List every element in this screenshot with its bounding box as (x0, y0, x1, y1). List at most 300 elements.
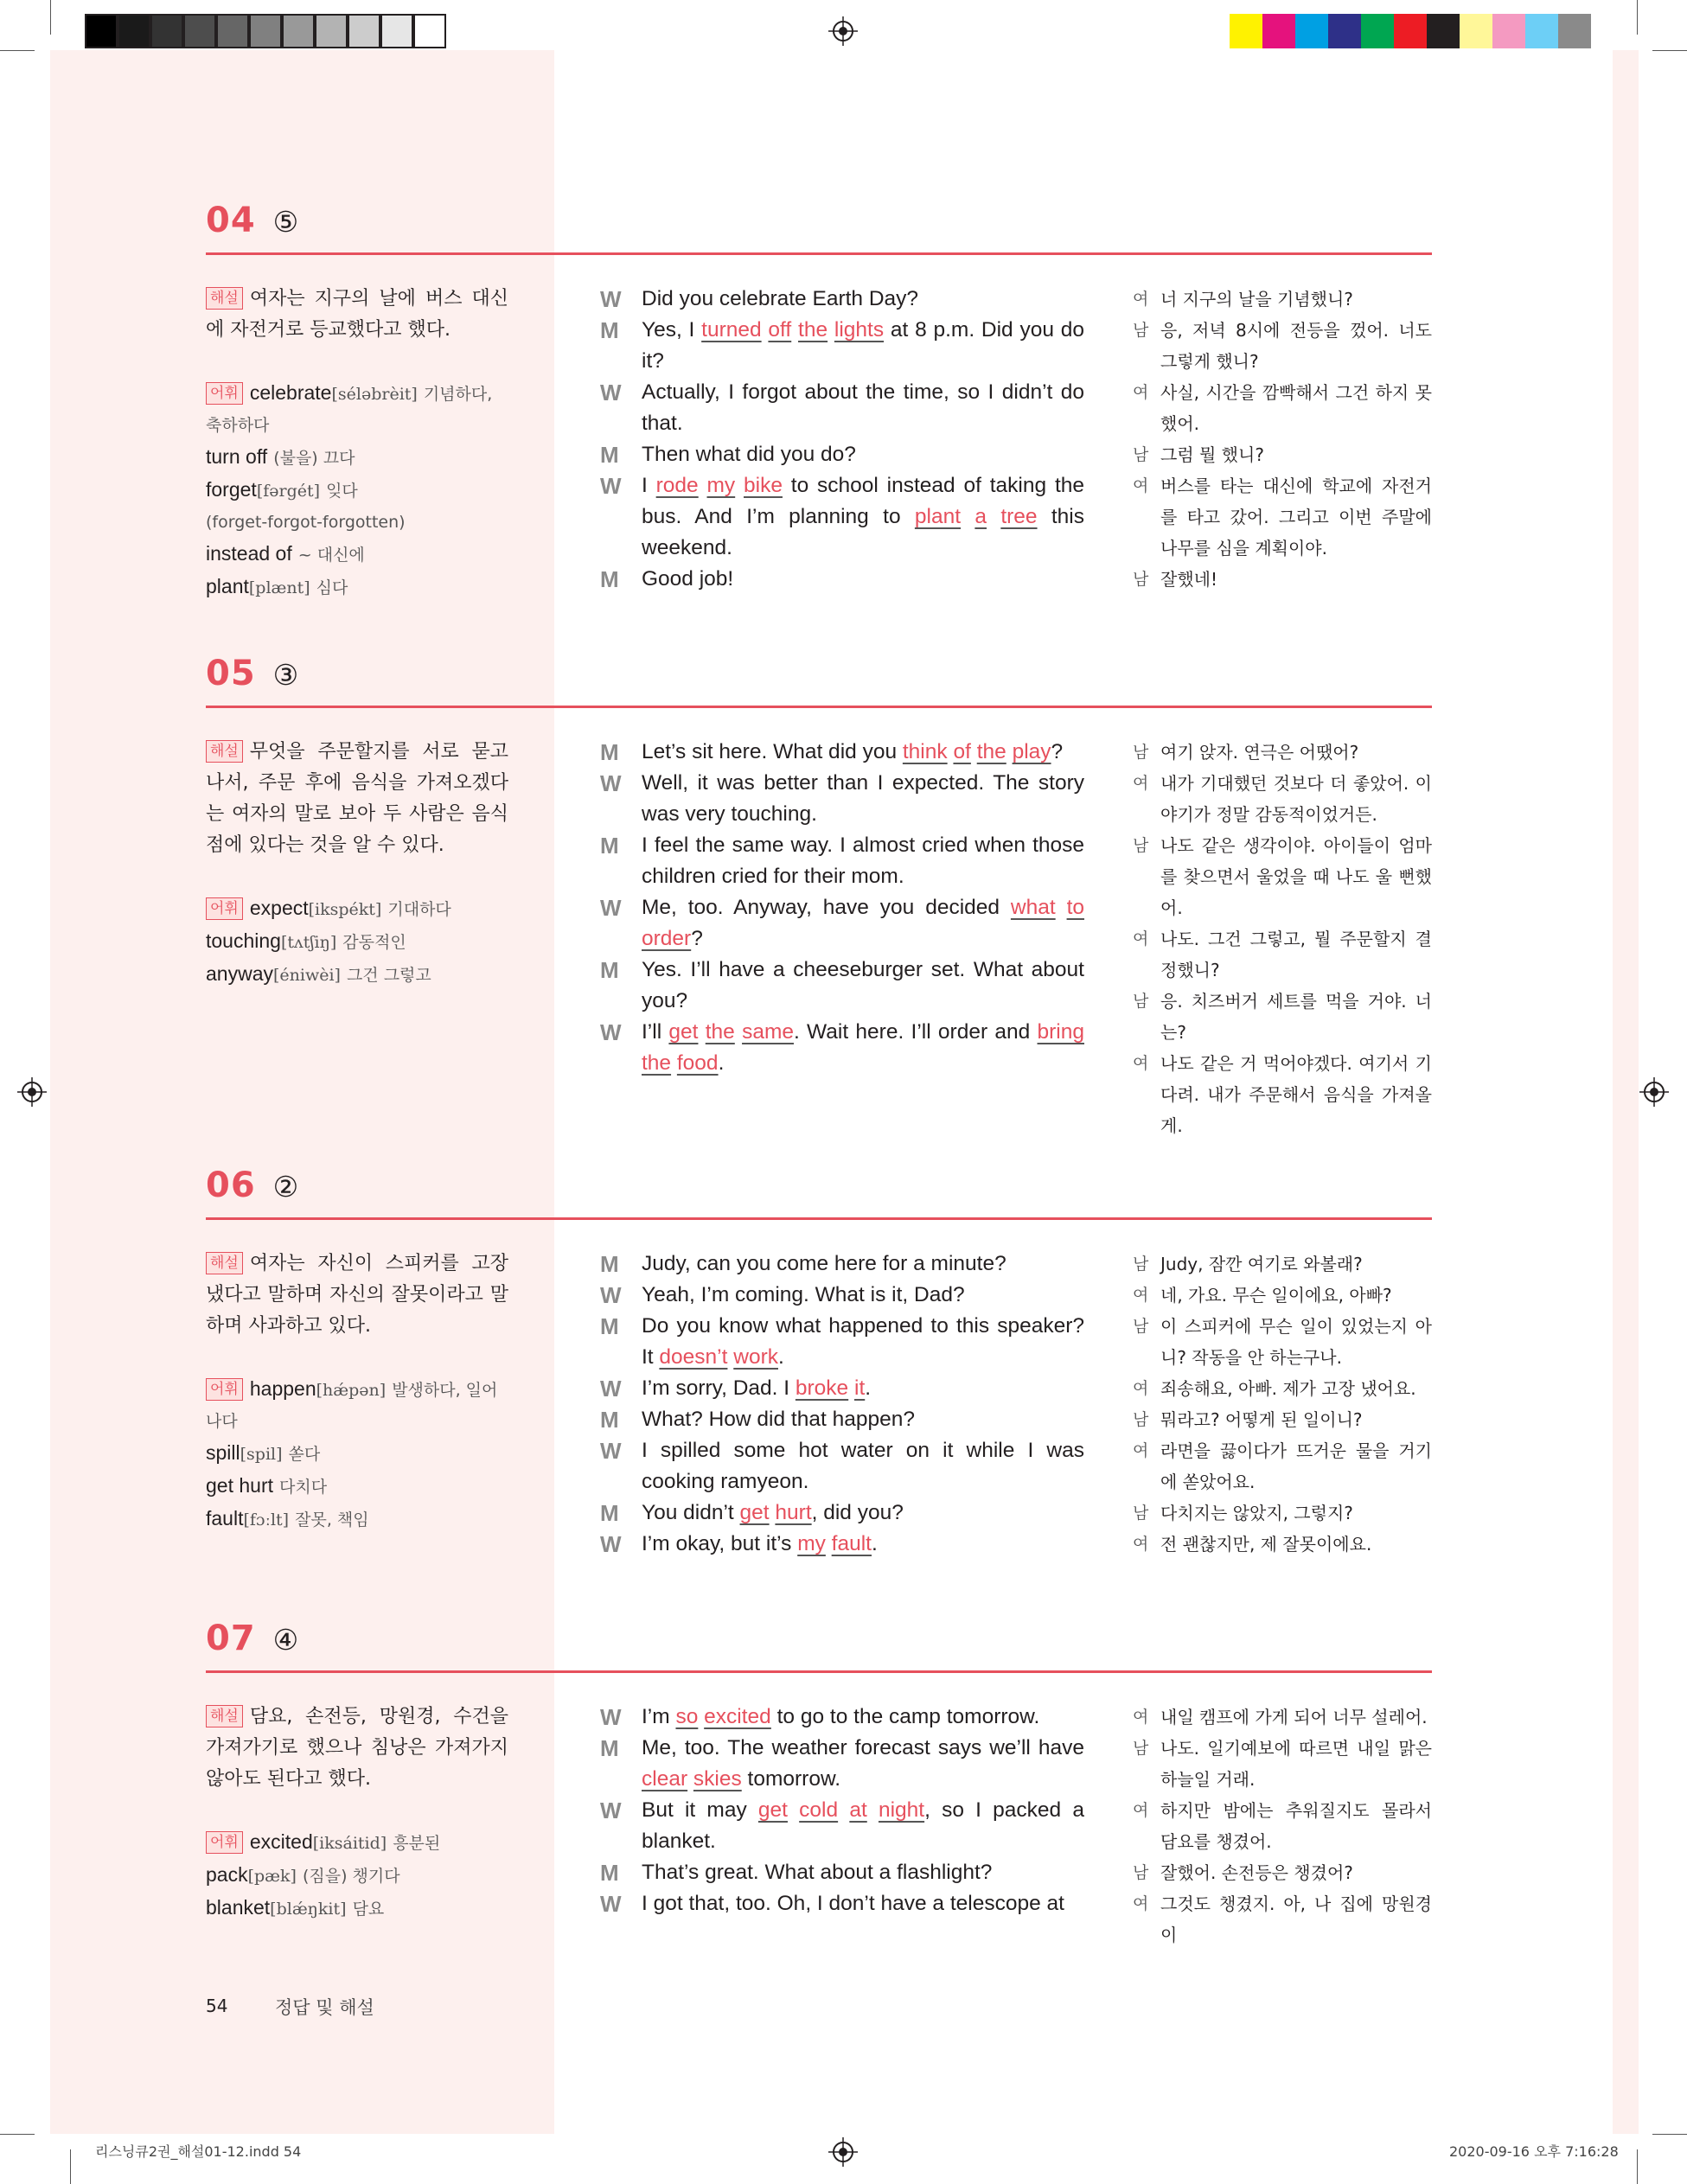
translation-line (1133, 439, 1432, 470)
script-text (699, 474, 707, 497)
translation-line (1133, 1435, 1432, 1498)
dialogue-line (600, 284, 1084, 315)
blank-answer: what (1010, 896, 1056, 919)
translation-line (1133, 737, 1432, 768)
speaker-label: W (600, 770, 622, 796)
speaker-label-korean: 남 (1133, 1504, 1149, 1523)
vocab-pronunciation: [plænt] (248, 578, 310, 597)
script-text (826, 1532, 832, 1555)
translation-text: 다치지는 않았지, 그렇지? (1160, 1503, 1353, 1523)
vocab-meaning: 쏟다 (288, 1445, 321, 1464)
script-text: Let’s sit here. What did you (642, 740, 903, 763)
translation-line (1133, 1795, 1432, 1857)
explanation-tag: 해설 (206, 1705, 243, 1727)
gray-swatch (150, 14, 183, 48)
crop-mark (1652, 50, 1687, 51)
translation-text: 사실, 시간을 깜빡해서 그건 하지 못했어. (1160, 382, 1432, 434)
section-divider (206, 1670, 1432, 1673)
speaker-label-korean: 여 (1133, 383, 1149, 402)
vocab-word: happen (249, 1377, 316, 1400)
script-text: Good job! (642, 567, 734, 591)
vocab-item (206, 441, 508, 474)
script-text: . Wait here. I’ll order and (793, 1020, 1038, 1044)
speaker-label: M (600, 1313, 619, 1339)
blank-answer: bike (744, 474, 783, 497)
vocab-item (206, 474, 508, 507)
vocab-item (206, 1437, 508, 1470)
speaker-label-korean: 남 (1133, 570, 1149, 589)
crop-mark (1652, 2134, 1687, 2135)
dialogue-line (600, 1498, 1084, 1529)
script-text: Me, too. The weather forecast says we’ll have (642, 1736, 1084, 1759)
speaker-label: W (600, 1798, 622, 1823)
speaker-label: M (600, 442, 619, 468)
dialogue-line (600, 1857, 1084, 1888)
vocab-word: plant (206, 575, 249, 597)
translation-text: 응, 저녁 8시에 전등을 껐어. 너도 그렇게 했니? (1160, 320, 1432, 372)
vocab-meaning: (불을) 끄다 (273, 449, 355, 468)
speaker-label-korean: 남 (1133, 1410, 1149, 1429)
script-text: Do you know what happened to this speaker? It (642, 1314, 1084, 1369)
speaker-label-korean: 남 (1133, 1255, 1149, 1274)
dialogue-text (642, 955, 1084, 1017)
korean-translation (1133, 1248, 1432, 1560)
crop-mark (1637, 0, 1638, 35)
translation-text: 나도 같은 거 먹어야겠다. 여기서 기다려. 내가 주문해서 음식을 가져올게. (1160, 1053, 1432, 1136)
speaker-label-korean: 여 (1133, 1054, 1149, 1073)
translation-line (1133, 377, 1432, 439)
blank-answer: same (742, 1020, 794, 1044)
speaker-label: W (600, 1282, 622, 1308)
script-text: You didn’t (642, 1501, 740, 1524)
translation-line (1133, 1857, 1432, 1888)
dialogue-text (642, 1529, 1084, 1560)
crop-mark (70, 2149, 71, 2184)
speaker-label: M (600, 1407, 619, 1433)
vocab-meaning: 잘못, 책임 (295, 1510, 369, 1529)
blank-answer: lights (834, 318, 885, 342)
vocab-pronunciation: [éniwèi] (272, 966, 341, 985)
vocab-word: blanket (206, 1896, 271, 1919)
section-header (206, 1619, 298, 1658)
script-text: . (777, 1345, 784, 1369)
script-text: this weekend. (642, 505, 1084, 559)
dialogue-text (642, 1702, 1084, 1733)
translation-line (1133, 986, 1432, 1048)
color-swatch (1361, 14, 1394, 48)
script-text: to go to the camp tomorrow. (770, 1705, 1040, 1728)
translation-line (1133, 284, 1432, 315)
speaker-label-korean: 남 (1133, 743, 1149, 762)
vocab-word: expect (249, 897, 309, 919)
section-divider (206, 252, 1432, 255)
speaker-label: M (600, 317, 619, 343)
blank-answer: it (854, 1376, 866, 1400)
print-slug-date: 2020-09-16 오후 7:16:28 (1449, 2143, 1619, 2160)
vocab-pronunciation: [fɔːlt] (243, 1510, 290, 1529)
vocab-forms: (forget-forgot-forgotten) (206, 513, 406, 532)
vocab-pronunciation: [fərgét] (256, 482, 321, 501)
explanation-tag: 해설 (206, 1252, 243, 1274)
vocab-word: celebrate (249, 381, 332, 404)
blank-answer: the (642, 1051, 672, 1075)
script-text (687, 1767, 693, 1791)
blank-answer: off (768, 318, 792, 342)
translation-text: 전 괜찮지만, 제 잘못이에요. (1160, 1534, 1372, 1555)
dialogue-script (600, 737, 1084, 1079)
translation-text: 나도. 그건 그렇고, 뭘 주문할지 결정했니? (1160, 929, 1432, 980)
blank-answer: rode (655, 474, 699, 497)
question-number: 07 (206, 1619, 256, 1658)
script-text: Yes, I (642, 318, 702, 342)
vocab-pronunciation: [blǽŋkit] (270, 1900, 347, 1919)
script-text: Then what did you do? (642, 443, 856, 466)
color-swatch (1230, 14, 1262, 48)
translation-text: 이 스피커에 무슨 일이 있었는지 아니? 작동을 안 하는구나. (1160, 1316, 1432, 1368)
crop-mark (1637, 2149, 1638, 2184)
color-swatch (1328, 14, 1361, 48)
translation-text: 뭐라고? 어떻게 된 일이니? (1160, 1409, 1363, 1430)
vocab-meaning: 흥분된 (393, 1834, 441, 1853)
dialogue-text (642, 1373, 1084, 1404)
speaker-label: W (600, 473, 622, 499)
vocab-item (206, 1826, 508, 1859)
vocab-tag: 어휘 (206, 1378, 243, 1401)
translation-text: 나도 같은 생각이야. 아이들이 엄마를 찾으면서 울었을 때 나도 울 뻔했어. (1160, 835, 1432, 918)
vocab-word: turn off (206, 445, 268, 468)
dialogue-line (600, 1017, 1084, 1079)
gray-swatch (380, 14, 413, 48)
dialogue-line (600, 1795, 1084, 1857)
blank-answer: get (757, 1798, 788, 1822)
dialogue-line (600, 1280, 1084, 1311)
vocab-word: excited (249, 1830, 313, 1853)
script-text (1056, 896, 1067, 919)
blank-answer: my (706, 474, 736, 497)
vocab-word: pack (206, 1863, 248, 1886)
korean-translation (1133, 737, 1432, 1141)
script-text: I’m sorry, Dad. I (642, 1376, 796, 1400)
translation-text: 네, 가요. 무슨 일이에요, 아빠? (1160, 1285, 1392, 1306)
dialogue-text (642, 1404, 1084, 1435)
script-text (788, 1798, 799, 1822)
script-text: But it may (642, 1798, 758, 1822)
blank-answer: food (676, 1051, 719, 1075)
speaker-label-korean: 여 (1133, 1535, 1149, 1554)
translation-line (1133, 1280, 1432, 1311)
dialogue-text (642, 1435, 1084, 1498)
blank-answer: broke (795, 1376, 849, 1400)
script-text (698, 1020, 705, 1044)
dialogue-text (642, 768, 1084, 830)
translation-line (1133, 1048, 1432, 1141)
blank-answer: so (675, 1705, 699, 1728)
dialogue-line (600, 830, 1084, 892)
dialogue-line (600, 955, 1084, 1017)
script-text: . (871, 1532, 878, 1555)
blank-answer: to (1066, 896, 1084, 919)
translation-text: 응. 치즈버거 세트를 먹을 거야. 너는? (1160, 991, 1432, 1043)
script-text: , so I packed a blanket. (642, 1798, 1085, 1853)
dialogue-text (642, 439, 1084, 470)
color-swatch (1525, 14, 1558, 48)
speaker-label: W (600, 1531, 622, 1557)
explanation-block (206, 1248, 508, 1342)
blank-answer: clear (642, 1767, 688, 1791)
translation-text: Judy, 잠깐 여기로 와볼래? (1160, 1254, 1363, 1274)
gray-swatch (348, 14, 380, 48)
script-text (1006, 740, 1013, 763)
registration-mark-left (17, 1077, 47, 1107)
translation-text: 너 지구의 날을 기념했니? (1160, 289, 1353, 310)
vocabulary-list (206, 377, 508, 603)
dialogue-text (642, 1248, 1084, 1280)
script-text: Me, too. Anyway, have you decided (642, 896, 1011, 919)
answer-choice: ⑤ (272, 205, 299, 239)
dialogue-script (600, 284, 1084, 595)
explanation-text: 여자는 지구의 날에 버스 대신에 자전거로 등교했다고 했다. (206, 288, 508, 341)
korean-translation (1133, 284, 1432, 595)
blank-answer: play (1012, 740, 1051, 763)
vocab-meaning: 발생하다, 일어나다 (206, 1381, 498, 1431)
vocab-word: touching (206, 929, 281, 952)
color-swatch (1295, 14, 1328, 48)
speaker-label: M (600, 833, 619, 859)
speaker-label-korean: 여 (1133, 1708, 1149, 1727)
vocab-meaning: ~ 대신에 (297, 546, 365, 565)
script-text: Actually, I forgot about the time, so I didn’t do that. (642, 380, 1084, 435)
dialogue-line (600, 1888, 1084, 1919)
question-number: 06 (206, 1165, 256, 1205)
gray-swatch (282, 14, 315, 48)
gray-swatch (413, 14, 446, 48)
dialogue-text (642, 737, 1084, 768)
dialogue-line (600, 377, 1084, 439)
speaker-label-korean: 남 (1133, 321, 1149, 340)
blank-answer: skies (693, 1767, 742, 1791)
translation-line (1133, 923, 1432, 986)
dialogue-line (600, 1404, 1084, 1435)
vocab-meaning: 그건 그렇고 (346, 966, 431, 985)
speaker-label: M (600, 1735, 619, 1761)
explanation-text: 무엇을 주문할지를 서로 묻고 나서, 주문 후에 음식을 가져오겠다는 여자의 말로 보아 두 사람은 음식점에 있다는 것을 알 수 있다. (206, 741, 508, 856)
left-panel-background (50, 50, 554, 2134)
gray-swatch (315, 14, 348, 48)
blank-answer: tree (1000, 505, 1038, 528)
vocab-note (206, 507, 508, 538)
speaker-label: M (600, 1251, 619, 1277)
vocab-item (206, 538, 508, 571)
translation-text: 여기 앉자. 연극은 어땠어? (1160, 742, 1359, 763)
dialogue-text (642, 1857, 1084, 1888)
answer-choice: ④ (272, 1623, 299, 1657)
dialogue-script (600, 1702, 1084, 1919)
translation-text: 버스를 타는 대신에 학교에 자전거를 타고 갔어. 그리고 이번 주말에 나무를 심을 계획이야. (1160, 476, 1432, 559)
vocab-meaning: 기념하다, 축하하다 (206, 385, 493, 435)
korean-translation (1133, 1702, 1432, 1951)
script-text: ? (1051, 740, 1064, 763)
translation-text: 내가 기대했던 것보다 더 좋았어. 이야기가 정말 감동적이었거든. (1160, 773, 1432, 825)
translation-line (1133, 315, 1432, 377)
blank-answer: doesn’t (659, 1345, 728, 1369)
translation-line (1133, 470, 1432, 564)
speaker-label: M (600, 739, 619, 765)
vocab-item (206, 571, 508, 603)
speaker-label-korean: 여 (1133, 1894, 1149, 1913)
script-text: . (718, 1051, 725, 1075)
question-number: 05 (206, 654, 256, 693)
right-edge-strip (1613, 50, 1639, 2134)
section-header (206, 654, 298, 693)
speaker-label-korean: 여 (1133, 1286, 1149, 1305)
script-text (867, 1798, 879, 1822)
translation-line (1133, 1529, 1432, 1560)
print-slug-file: 리스닝큐2권_해설01-12.indd 54 (95, 2143, 302, 2160)
speaker-label: M (600, 1860, 619, 1886)
dialogue-text (642, 470, 1084, 564)
vocabulary-list (206, 892, 508, 991)
script-text: I spilled some hot water on it while I was cooking ramyeon. (642, 1439, 1084, 1493)
blank-answer: the (798, 318, 828, 342)
color-swatch (1558, 14, 1591, 48)
script-text: to school instead of taking the bus. And I’m planning to (642, 474, 1085, 528)
explanation-tag: 해설 (206, 740, 243, 763)
dialogue-text (642, 1017, 1084, 1079)
translation-line (1133, 1498, 1432, 1529)
vocab-pronunciation: [hǽpən] (316, 1381, 387, 1400)
translation-text: 잘했네! (1160, 569, 1217, 590)
script-text: Well, it was better than I expected. The story was very touching. (642, 771, 1084, 826)
section-divider (206, 706, 1432, 708)
translation-line (1133, 564, 1432, 595)
blank-answer: get (668, 1020, 699, 1044)
dialogue-line (600, 1248, 1084, 1280)
gray-swatch (85, 14, 118, 48)
speaker-label-korean: 남 (1133, 992, 1149, 1011)
explanation-block (206, 284, 508, 346)
script-text: I’m okay, but it’s (642, 1532, 798, 1555)
dialogue-text (642, 1311, 1084, 1373)
translation-line (1133, 1733, 1432, 1795)
blank-answer: cold (799, 1798, 839, 1822)
script-text: tomorrow. (741, 1767, 841, 1791)
vocab-item (206, 1859, 508, 1892)
blank-answer: my (797, 1532, 826, 1555)
script-text (828, 318, 834, 342)
translation-text: 잘했어. 손전등은 챙겼어? (1160, 1862, 1353, 1883)
script-text: That’s great. What about a flashlight? (642, 1861, 993, 1884)
explanation-tag: 해설 (206, 287, 243, 310)
dialogue-text (642, 284, 1084, 315)
vocab-word: instead of (206, 542, 292, 565)
dialogue-line (600, 1733, 1084, 1795)
script-text (838, 1798, 849, 1822)
speaker-label: W (600, 1019, 622, 1045)
vocab-tag: 어휘 (206, 382, 243, 405)
dialogue-line (600, 892, 1084, 955)
translation-line (1133, 1373, 1432, 1404)
vocab-pronunciation: [ikspékt] (308, 900, 382, 919)
explanation-block (206, 1702, 508, 1795)
dialogue-text (642, 1280, 1084, 1311)
dialogue-text (642, 1498, 1084, 1529)
speaker-label-korean: 남 (1133, 1317, 1149, 1336)
blank-answer: excited (704, 1705, 771, 1728)
vocabulary-list (206, 1373, 508, 1536)
script-text (735, 474, 744, 497)
vocab-pronunciation: [iksáitid] (312, 1834, 387, 1853)
explanation-text: 여자는 자신이 스피커를 고장 냈다고 말하며 자신의 잘못이라고 말하며 사과하고 있다. (206, 1253, 508, 1337)
dialogue-script (600, 1248, 1084, 1560)
speaker-label-korean: 남 (1133, 445, 1149, 464)
vocab-pronunciation: [spil] (240, 1445, 283, 1464)
script-text: , did you? (811, 1501, 904, 1524)
speaker-label: W (600, 1891, 622, 1917)
translation-text: 하지만 밤에는 추워질지도 몰라서 담요를 챙겼어. (1160, 1800, 1432, 1852)
vocab-meaning: 감동적인 (342, 933, 406, 952)
translation-line (1133, 830, 1432, 923)
translation-line (1133, 1311, 1432, 1373)
vocab-item (206, 1892, 508, 1925)
vocab-pronunciation: [pæk] (247, 1867, 297, 1886)
script-text: ? (691, 927, 703, 950)
script-text (671, 1051, 677, 1075)
blank-answer: night (878, 1798, 925, 1822)
script-text (848, 1376, 854, 1400)
vocab-word: spill (206, 1441, 240, 1464)
page-number: 54 (206, 1996, 228, 2016)
section-divider (206, 1217, 1432, 1220)
translation-line (1133, 1888, 1432, 1951)
speaker-label-korean: 남 (1133, 1863, 1149, 1882)
dialogue-line (600, 439, 1084, 470)
script-text: I got that, too. Oh, I don’t have a telescope at (642, 1892, 1064, 1915)
blank-answer: a (974, 505, 987, 528)
dialogue-text (642, 315, 1084, 377)
blank-answer: the (705, 1020, 735, 1044)
speaker-label: W (600, 380, 622, 406)
blank-answer: think (902, 740, 948, 763)
script-text: I’ll (642, 1020, 669, 1044)
crop-mark (0, 50, 35, 51)
page-footer-title: 정답 및 해설 (275, 1997, 374, 2018)
blank-answer: work (733, 1345, 778, 1369)
dialogue-line (600, 768, 1084, 830)
dialogue-line (600, 1702, 1084, 1733)
script-text (971, 740, 977, 763)
vocab-meaning: 심다 (316, 578, 348, 597)
script-text: Did you celebrate Earth Day? (642, 287, 919, 310)
blank-answer: of (953, 740, 971, 763)
vocab-tag: 어휘 (206, 897, 243, 920)
registration-mark-top (828, 16, 858, 46)
vocab-item (206, 1470, 508, 1503)
speaker-label: W (600, 1376, 622, 1402)
translation-text: 그것도 챙겼지. 아, 나 집에 망원경이 (1160, 1893, 1432, 1945)
vocab-item (206, 1503, 508, 1536)
gray-swatch (249, 14, 282, 48)
vocab-meaning: 담요 (352, 1900, 385, 1919)
vocab-item (206, 925, 508, 958)
blank-answer: hurt (775, 1501, 812, 1524)
dialogue-text (642, 1888, 1084, 1919)
vocab-tag: 어휘 (206, 1831, 243, 1854)
script-text: I’m (642, 1705, 676, 1728)
speaker-label: W (600, 1438, 622, 1464)
vocab-item (206, 958, 508, 991)
speaker-label-korean: 남 (1133, 1739, 1149, 1758)
gray-swatch (183, 14, 216, 48)
